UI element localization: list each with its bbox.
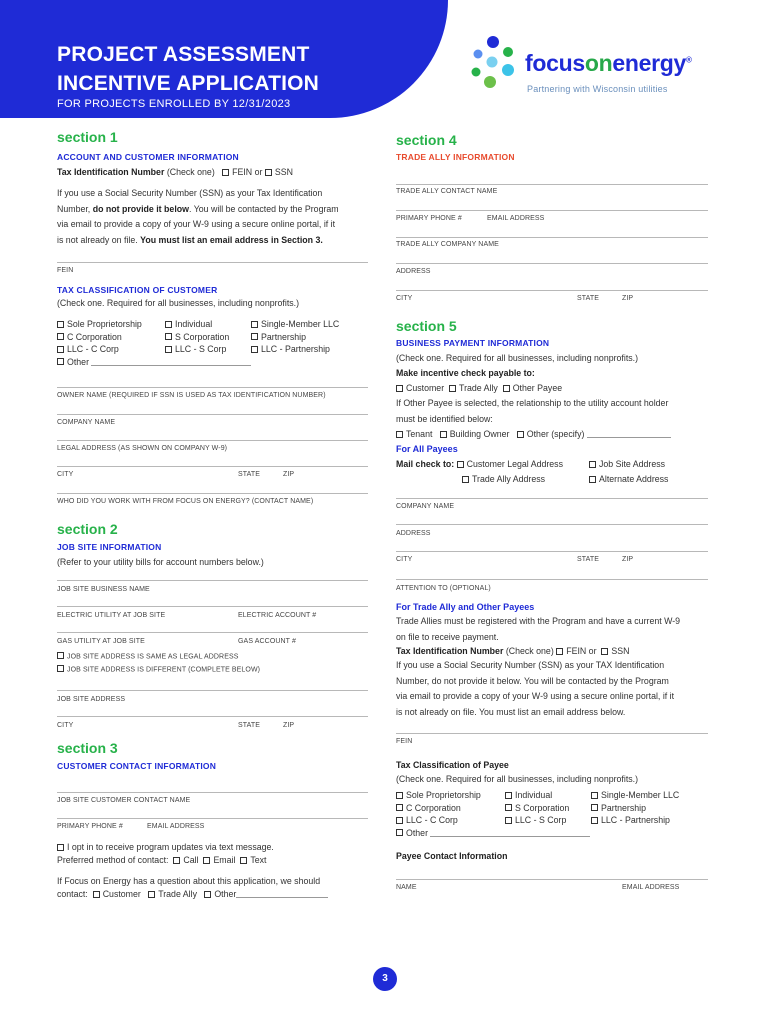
city-state-zip-input[interactable] (57, 466, 368, 467)
tax-class-note: (Check one. Required for all businesses, including nonprofits.) (57, 298, 300, 308)
pay-fein-label: FEIN (396, 738, 413, 745)
tax-consequence-note: (Check one. Required for all businesses, including nonprofits.) (396, 353, 639, 363)
ta-state-label: STATE (577, 295, 600, 302)
preferred-contact-row: Preferred method of contact: Call Email Text (57, 855, 267, 865)
pay-fein-input[interactable] (396, 733, 708, 734)
ta-email-label: EMAIL ADDRESS (487, 215, 545, 222)
same-address-option[interactable]: JOB SITE ADDRESS IS SAME AS LEGAL ADDRESS (57, 652, 239, 661)
logo-dots-icon (470, 36, 520, 92)
city-label: CITY (57, 471, 74, 478)
pay-address-label: ADDRESS (396, 530, 431, 537)
pref-email-checkbox[interactable] (203, 857, 210, 864)
question-contact: If Focus on Energy has a question about this application, we should contact: Customer Trade Ally Other (57, 875, 328, 901)
payable-label: Make incentive check payable to: (396, 368, 535, 378)
payee-name-email-input[interactable] (396, 879, 708, 880)
site-contact-label: JOB SITE CUSTOMER CONTACT NAME (57, 797, 191, 804)
job-site-state-label: STATE (238, 722, 261, 729)
attention-label: ATTENTION TO (OPTIONAL) (396, 585, 491, 592)
header-banner (0, 0, 448, 118)
trade-payees-heading: For Trade Ally and Other Payees (396, 602, 535, 612)
pay-company-input[interactable] (396, 498, 708, 499)
zip-label: ZIP (283, 471, 295, 478)
mail-alternate-option[interactable]: Alternate Address (589, 474, 668, 484)
tax-opt-s-corp[interactable]: S Corporation (165, 331, 229, 344)
job-site-business-input[interactable] (57, 580, 368, 581)
q-customer-checkbox[interactable] (93, 891, 100, 898)
pref-call-checkbox[interactable] (173, 857, 180, 864)
ta-zip-label: ZIP (622, 295, 634, 302)
company-name-label: COMPANY NAME (57, 419, 116, 426)
payee-contact-heading: Payee Contact Information (396, 851, 508, 861)
job-site-address-input[interactable] (57, 690, 368, 691)
logo-tagline: Partnering with Wisconsin utilities (527, 84, 668, 94)
job-site-zip-label: ZIP (283, 722, 295, 729)
job-site-address-label: JOB SITE ADDRESS (57, 696, 126, 703)
ptax-c-corp[interactable]: C Corporation (396, 802, 590, 815)
ta-company-input[interactable] (396, 237, 708, 238)
pay-city-label: CITY (396, 556, 413, 563)
ptax-individual[interactable]: Individual (505, 789, 569, 802)
text-optin[interactable]: I opt in to receive program updates via text message. (57, 842, 274, 852)
company-name-input[interactable] (57, 414, 368, 415)
tax-opt-llc-s[interactable]: LLC - S Corp (165, 343, 229, 356)
section-4-heading: TRADE ALLY INFORMATION (396, 152, 515, 162)
ta-phone-email-input[interactable] (396, 210, 708, 211)
payee-tax-col-2 (505, 789, 569, 827)
pay-city-input[interactable] (396, 551, 708, 552)
tax-opt-individual[interactable]: Individual (165, 318, 229, 331)
fein-label: FEIN (57, 267, 74, 274)
payable-options: Customer Trade Ally Other Payee (396, 383, 562, 393)
tax-opt-smllc[interactable]: Single-Member LLC (251, 318, 339, 331)
mail-jobsite-option[interactable]: Job Site Address (589, 459, 665, 469)
section-4-title: section 4 (396, 132, 457, 148)
different-address-option[interactable]: JOB SITE ADDRESS IS DIFFERENT (COMPLETE BELOW) (57, 665, 260, 674)
payee-email-label: EMAIL ADDRESS (622, 884, 680, 891)
tin-row: Tax Identification Number (Check one) FEIN or SSN (57, 167, 293, 177)
payee-tax-col-3 (591, 789, 679, 827)
ptax-llc-s[interactable]: LLC - S Corp (505, 814, 569, 827)
tax-class-col-3 (251, 318, 339, 356)
pay-zip-label: ZIP (622, 556, 634, 563)
rel-other-checkbox[interactable] (517, 431, 524, 438)
mail-customer-checkbox[interactable] (457, 461, 464, 468)
ta-city-input[interactable] (396, 290, 708, 291)
tax-opt-other[interactable]: Other (57, 356, 251, 369)
q-trade-ally-checkbox[interactable] (148, 891, 155, 898)
ptax-llc-partnership[interactable]: LLC - Partnership (591, 814, 679, 827)
section-5-heading: BUSINESS PAYMENT INFORMATION (396, 338, 550, 348)
section-3-title: section 3 (57, 740, 118, 756)
electric-utility-label: ELECTRIC UTILITY AT JOB SITE (57, 612, 166, 619)
pay-fein-checkbox[interactable] (556, 648, 563, 655)
electric-account-label: ELECTRIC ACCOUNT # (238, 612, 317, 619)
section-2-title: section 2 (57, 521, 118, 537)
ta-address-input[interactable] (396, 263, 708, 264)
contact-phone-email-input[interactable] (57, 818, 368, 819)
pref-text-checkbox[interactable] (240, 857, 247, 864)
ta-contact-input[interactable] (396, 184, 708, 185)
ta-city-label: CITY (396, 295, 413, 302)
pay-company-label: COMPANY NAME (396, 503, 455, 510)
job-site-business-label: JOB SITE BUSINESS NAME (57, 586, 150, 593)
payee-tax-heading: Tax Classification of Payee (396, 760, 509, 770)
payee-tax-note: (Check one. Required for all businesses, including nonprofits.) (396, 774, 639, 784)
pay-trade-ally-checkbox[interactable] (449, 385, 456, 392)
ptax-partnership[interactable]: Partnership (591, 802, 679, 815)
electric-input[interactable] (57, 606, 368, 607)
pay-ssn-notice: If you use a Social Security Number (SSN) as your TAX Identification Number, do not provide it below. You will be contacted by the Program via email to provide a copy of your W-9 using a secure online portal, if it is not already on file. You must list an email address below. (396, 660, 675, 717)
contact-email-label: EMAIL ADDRESS (147, 823, 205, 830)
pay-other-checkbox[interactable] (503, 385, 510, 392)
payee-name-label: NAME (396, 884, 417, 891)
pay-address-input[interactable] (396, 524, 708, 525)
gas-utility-label: GAS UTILITY AT JOB SITE (57, 638, 145, 645)
attention-input[interactable] (396, 579, 708, 580)
mail-trade-ally-option[interactable]: Trade Ally Address (462, 474, 545, 484)
contact-phone-label: PRIMARY PHONE # (57, 823, 123, 830)
tax-opt-llc-c[interactable]: LLC - C Corp (57, 343, 251, 356)
ssn-checkbox[interactable] (265, 169, 272, 176)
section-1-heading: ACCOUNT AND CUSTOMER INFORMATION (57, 152, 239, 162)
ptax-smllc[interactable]: Single-Member LLC (591, 789, 679, 802)
fein-input[interactable] (57, 262, 368, 263)
mail-check-row-1: Mail check to: Customer Legal Address (396, 459, 563, 469)
tax-opt-c-corp[interactable]: C Corporation (57, 331, 251, 344)
section-3-heading: CUSTOMER CONTACT INFORMATION (57, 761, 217, 771)
pay-customer-checkbox[interactable] (396, 385, 403, 392)
section-1-title: section 1 (57, 129, 118, 145)
pay-tin-row: Tax Identification Number (Check one) FEIN or SSN (396, 646, 630, 656)
job-site-city-input[interactable] (57, 716, 368, 717)
trade-payees-note: Trade Allies must be registered with the Program and have a current W-9 on file to receive payment. (396, 616, 681, 642)
tax-class-heading: TAX CLASSIFICATION OF CUSTOMER (57, 285, 218, 295)
fein-checkbox[interactable] (222, 169, 229, 176)
ssn-notice: If you use a Social Security Number (SSN) as your Tax Identification Number, do not provide it below. You will be contacted by the Program via email to provide a copy of your W-9 using a secure online portal, if it is not already on file. You must list an email address in Section 3. (57, 188, 339, 245)
ta-phone-label: PRIMARY PHONE # (396, 215, 462, 222)
title-line-1: PROJECT ASSESSMENT (57, 43, 310, 66)
logo-wordmark: focusonenergy® (525, 50, 692, 76)
relationship-options: Tenant Building Owner Other (specify) (396, 429, 671, 439)
ta-contact-label: TRADE ALLY CONTACT NAME (396, 188, 498, 195)
gas-input[interactable] (57, 632, 368, 633)
ta-company-label: TRADE ALLY COMPANY NAME (396, 241, 499, 248)
other-payee-note: If Other Payee is selected, the relationship to the utility account holder must be identified below: (396, 398, 669, 424)
ptax-other[interactable]: Other (396, 827, 590, 840)
pay-state-label: STATE (577, 556, 600, 563)
tax-opt-sole[interactable]: Sole Proprietorship (57, 318, 251, 331)
site-contact-input[interactable] (57, 792, 368, 793)
tax-opt-llc-partnership[interactable]: LLC - Partnership (251, 343, 339, 356)
owner-name-label: OWNER NAME (REQUIRED IF SSN IS USED AS TAX IDENTIFICATION NUMBER) (57, 392, 326, 399)
gas-account-label: GAS ACCOUNT # (238, 638, 296, 645)
all-payees-heading: For All Payees (396, 444, 458, 454)
rel-owner-checkbox[interactable] (440, 431, 447, 438)
section-2-note: (Refer to your utility bills for account numbers below.) (57, 557, 264, 567)
rel-tenant-checkbox[interactable] (396, 431, 403, 438)
page-number: 3 (373, 967, 397, 991)
contact-name-label: WHO DID YOU WORK WITH FROM FOCUS ON ENERGY? (CONTACT NAME) (57, 498, 314, 505)
state-label: STATE (238, 471, 261, 478)
page-title (57, 40, 437, 98)
ptax-s-corp[interactable]: S Corporation (505, 802, 569, 815)
legal-address-label: LEGAL ADDRESS (AS SHOWN ON COMPANY W-9) (57, 445, 228, 452)
contact-name-input[interactable] (57, 493, 368, 494)
section-5-title: section 5 (396, 318, 457, 334)
ta-address-label: ADDRESS (396, 268, 431, 275)
q-other-checkbox[interactable] (204, 891, 211, 898)
tax-opt-partnership[interactable]: Partnership (251, 331, 339, 344)
title-line-2: INCENTIVE APPLICATION (57, 72, 320, 95)
pay-ssn-checkbox[interactable] (601, 648, 608, 655)
owner-name-input[interactable] (57, 387, 368, 388)
section-2-heading: JOB SITE INFORMATION (57, 542, 162, 552)
page-subtitle: FOR PROJECTS ENROLLED BY 12/31/2023 (57, 98, 291, 110)
tax-class-col-2 (165, 318, 229, 356)
job-site-city-label: CITY (57, 722, 74, 729)
ptax-llc-c[interactable]: LLC - C Corp (396, 814, 590, 827)
focus-on-energy-logo (470, 36, 720, 106)
ptax-sole[interactable]: Sole Proprietorship (396, 789, 590, 802)
legal-address-input[interactable] (57, 440, 368, 441)
